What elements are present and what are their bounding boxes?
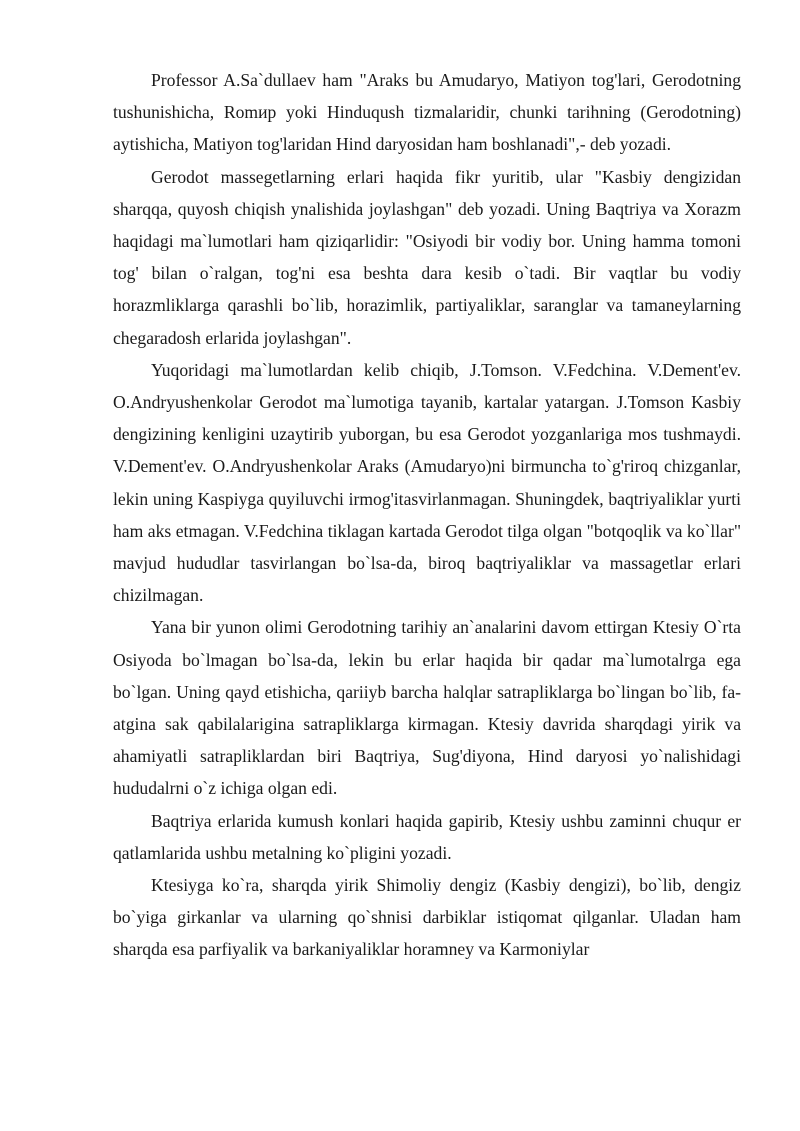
paragraph: Yana bir yunon olimi Gerodotning tarihiy an`analarini davom ettirgan Ktesiy O`rta Osiyoda bo`lmagan bo`lsa-da, lekin bu erlar haqida bir qadar ma`lumotalrga ega bo`lgan. Uning qayd etishicha, qariiyb barcha halqlar satrapliklarga bo`lingan bo`lib, fa-atgina sak qabilalarigina satrapliklarga kirmagan. Ktesiy davrida sharqdagi yirik va ahamiyatli satrapliklardan biri Baqtriya, Sug'diyona, Hind daryosi yo`nalishidagi hududalrni o`z ichiga olgan edi. — [113, 617, 741, 799]
paragraph: Baqtriya erlarida kumush konlari haqida gapirib, Ktesiy ushbu zaminni chuqur er qatlamlarida ushbu metalning ko`pligini yozadi. — [113, 810, 741, 863]
paragraph: Gerodot massegetlarning erlari haqida fikr yuritib, ular "Kasbiy dengizidan sharqqa, quyosh chiqish ynalishida joylashgan" deb yozadi. Uning Baqtriya va Xorazm haqidagi ma`lumotlari ham qiziqarlidir: "Osiyodi bir vodiy bor. Uning hamma tomoni tog' bilan o`ralgan, tog'ni esa beshta dara kesib o`tadi. Bir vaqtlar bu vodiy horazmliklarga qarashli bo`lib, horazimlik, partiyaliklar, saranglar va tamaneylarning chegaradosh erlarida joylashgan". — [113, 166, 741, 348]
paragraph: Professor A.Sa`dullaev ham "Araks bu Amudaryo, Matiyon tog'lari, Gerodotning tushunishicha, Romир yoki Hinduqush tizmalaridir, chunki tarihning (Gerodotning) aytishicha, Matiyon tog'laridan Hind daryosidan ham boshlanadi",- deb yozadi. — [113, 70, 741, 155]
paragraph: Ktesiyga ko`ra, sharqda yirik Shimoliy dengiz (Kasbiy dengizi), bo`lib, dengiz bo`yiga girkanlar va ularning qo`shnisi darbiklar istiqomat qilganlar. Uladan ham sharqda esa parfiyalik va barkaniyaliklar horamney va Karmoniylar — [113, 875, 741, 960]
paragraph: Yuqoridagi ma`lumotlardan kelib chiqib, J.Tomson. V.Fedchina. V.Dement'ev. O.Andryushenkolar Gerodot ma`lumotiga tayanib, kartalar yatargan. J.Tomson Kasbiy dengizining kenligini uzaytirib yuborgan, bu esa Gerodot yozganlariga mos tushmaydi. V.Dement'ev. O.Andryushenkolar Araks (Amudaryo)ni birmuncha to`g'riroq chizganlar, lekin uning Kaspiyga quyiluvchi irmog'itasvirlanmagan. Shuningdek, baqtriyaliklar yurti ham aks etmagan. V.Fedchina tiklagan kartada Gerodot tilga olgan "botqoqlik va ko`llar" mavjud hududlar tasvirlangan bo`lsa-da, biroq baqtriyaliklar va massagetlar erlari chizilmagan. — [113, 359, 741, 606]
document-page — [113, 64, 741, 966]
